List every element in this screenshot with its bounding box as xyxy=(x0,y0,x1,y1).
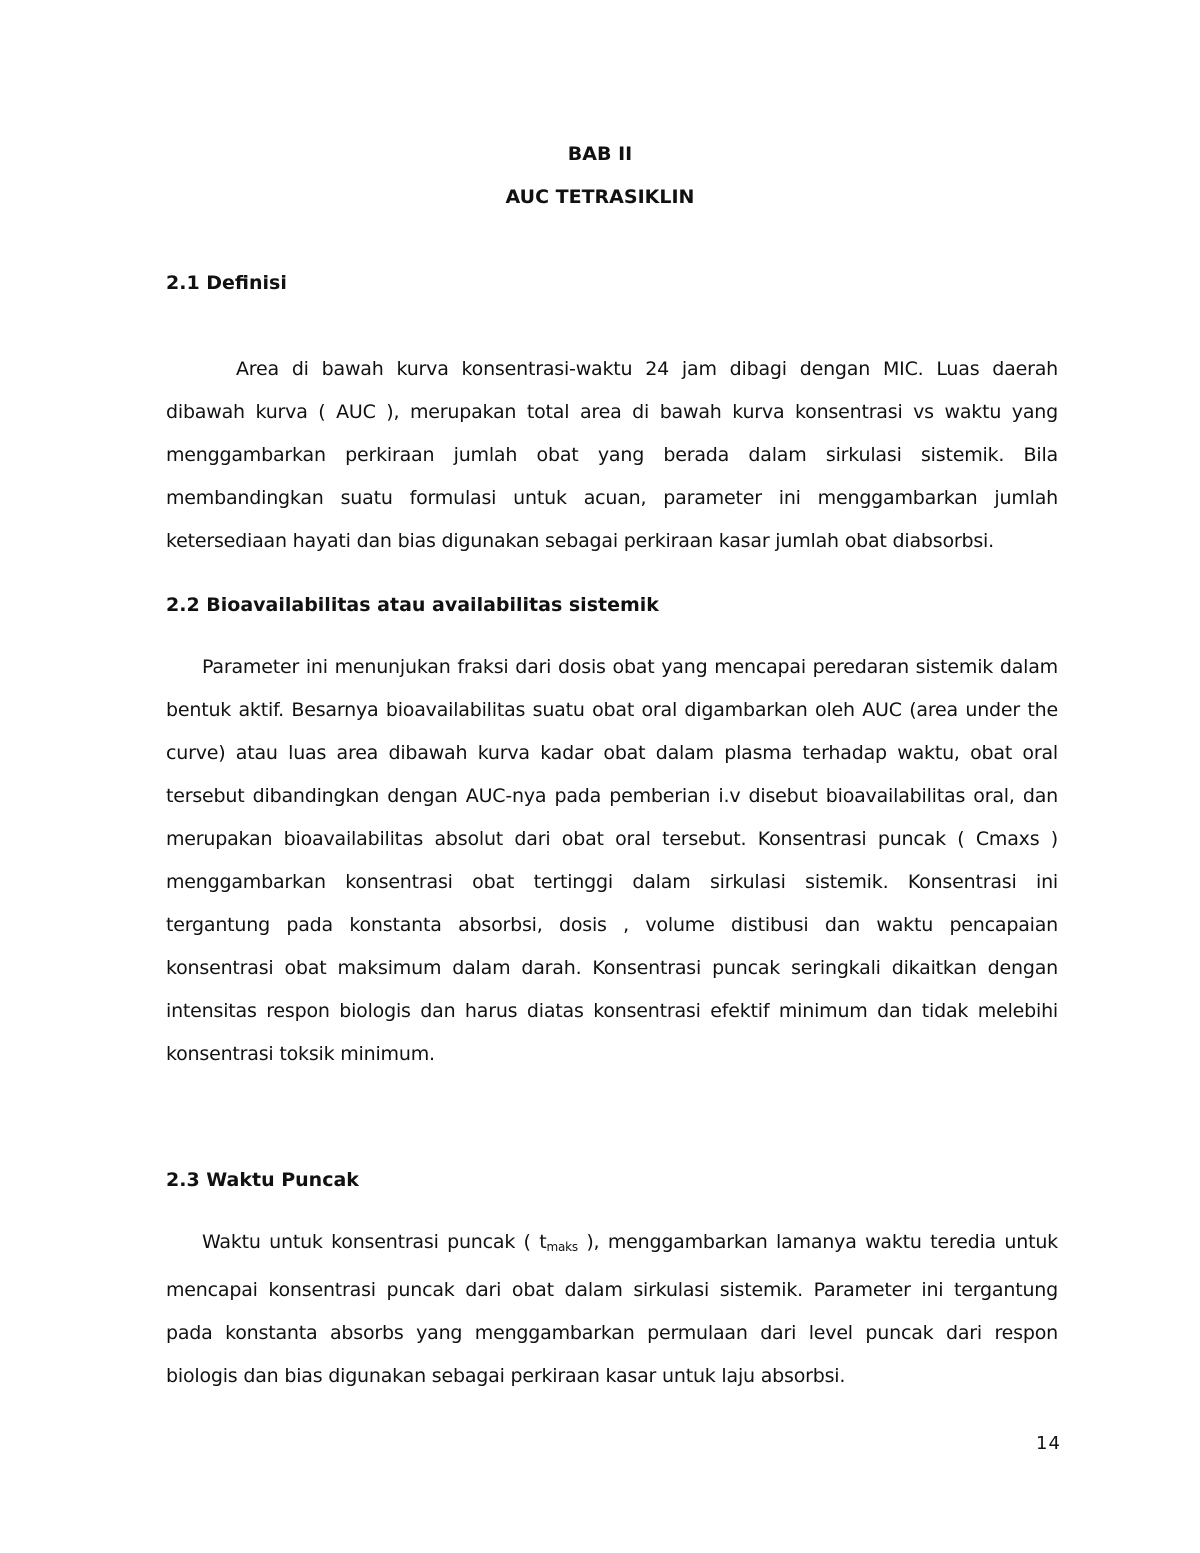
section-heading-bioavailabilitas: 2.2 Bioavailabilitas atau availabilitas sistemik xyxy=(166,594,659,616)
section-paragraph-bioavailabilitas: Parameter ini menunjukan fraksi dari dosis obat yang mencapai peredaran sistemik dalam bentuk aktif. Besarnya bioavailabilitas suatu obat oral digambarkan oleh AUC (area under the curve) atau luas area dibawah kurva kadar obat dalam plasma terhadap waktu, obat oral tersebut dibandingkan dengan AUC-nya pada pemberian i.v disebut bioavailabilitas oral, dan merupakan bioavailabilitas absolut dari obat oral tersebut. Konsentrasi puncak ( Cmaxs ) menggambarkan konsentrasi obat tertinggi dalam sirkulasi sistemik. Konsentrasi ini tergantung pada konstanta absorbsi, dosis , volume distibusi dan waktu pencapaian konsentrasi obat maksimum dalam darah. Konsentrasi puncak seringkali dikaitkan dengan intensitas respon biologis dan harus diatas konsentrasi efektif minimum dan tidak melebihi konsentrasi toksik minimum. xyxy=(166,656,1058,1065)
section-paragraph-definisi: Area di bawah kurva konsentrasi-waktu 24 jam dibagi dengan MIC. Luas daerah dibawah kurva ( AUC ), merupakan total area di bawah kurva konsentrasi vs waktu yang menggambarkan perkiraan jumlah obat yang berada dalam sirkulasi sistemik. Bila membandingkan suatu formulasi untuk acuan, parameter ini menggambarkan jumlah ketersediaan hayati dan bias digunakan sebagai perkiraan kasar jumlah obat diabsorbsi. xyxy=(166,358,1058,552)
chapter-label: BAB II xyxy=(567,143,633,165)
chapter-title: AUC TETRASIKLIN xyxy=(505,186,695,208)
paragraph-text-after-subscript: ), menggambarkan lamanya waktu teredia untuk mencapai konsentrasi puncak dari obat dalam sirkulasi sistemik. Parameter ini tergantung pada konstanta absorbs yang menggambarkan permulaan dari level puncak dari respon biologis dan bias digunakan sebagai perkiraan kasar untuk laju absorbsi. xyxy=(166,1231,1058,1387)
page-number: 14 xyxy=(1036,1433,1061,1454)
section-paragraph-waktu-puncak xyxy=(166,1221,1058,1398)
section-heading-definisi: 2.1 Definisi xyxy=(166,272,287,294)
section-heading-waktu-puncak: 2.3 Waktu Puncak xyxy=(166,1169,359,1191)
paragraph-text-before-subscript: Waktu untuk konsentrasi puncak ( t xyxy=(202,1231,547,1253)
subscript-maks: maks xyxy=(546,1240,578,1254)
